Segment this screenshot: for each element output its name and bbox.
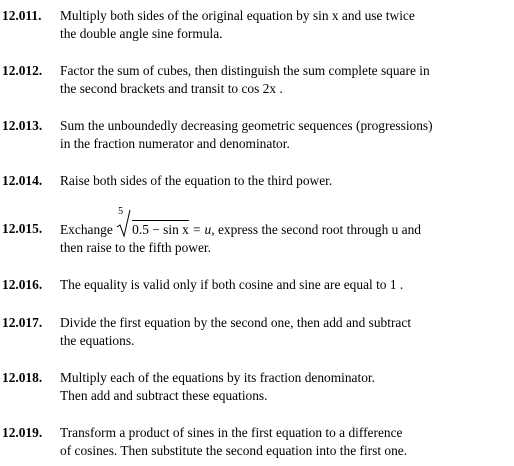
hint-line: then raise to the fifth power. [60,240,211,255]
hint-text [60,206,512,257]
hint-text [60,172,512,190]
fifth-root-expression [116,206,189,239]
hint-text [60,276,512,294]
hint-number: 12.014. [2,173,43,188]
hint-line-rest: , express the second root through u and [211,222,421,237]
hint-number: 12.012. [2,63,43,78]
radicand: 0.5 − sin x [132,222,189,237]
hint-text [60,424,512,460]
hint-line: the equations. [60,333,135,348]
hint-line: in the fraction numerator and denominator. [60,136,290,151]
exchange-label: Exchange [60,222,113,237]
hint-text [60,62,512,98]
hint-text [60,7,512,43]
hint-number: 12.013. [2,118,43,133]
equals-u: = u [188,222,212,237]
hint-number: 12.019. [2,425,43,440]
hint-line: Then add and subtract these equations. [60,388,268,403]
hint-line: the double angle sine formula. [60,26,223,41]
hint-line: Transform a product of sines in the first equation to a difference [60,425,403,440]
hint-line: Multiply each of the equations by its fraction denominator. [60,370,375,385]
hint-number: 12.018. [2,370,43,385]
hint-line: of cosines. Then substitute the second equation into the first one. [60,443,408,458]
hint-line: Sum the unboundedly decreasing geometric sequences (progressions) [60,118,433,133]
hint-number: 12.015. [2,221,43,236]
hint-text [60,369,512,405]
hint-number: 12.016. [2,277,43,292]
radical-sign-icon [116,210,132,240]
hint-line: Factor the sum of cubes, then distinguish the sum complete square in [60,63,430,78]
hint-number: 12.011. [2,8,42,23]
hint-line: the second brackets and transit to cos 2x . [60,81,283,96]
root-index: 5 [118,206,124,217]
hint-text [60,117,512,153]
hint-line: The equality is valid only if both cosine and sine are equal to 1 . [60,277,404,292]
hint-line: Divide the first equation by the second one, then add and subtract [60,315,412,330]
hint-line-with-root [60,206,512,239]
hint-line: Multiply both sides of the original equation by sin x and use twice [60,8,415,23]
hint-line: Raise both sides of the equation to the third power. [60,173,333,188]
hint-text [60,314,512,350]
hint-number: 12.017. [2,315,43,330]
